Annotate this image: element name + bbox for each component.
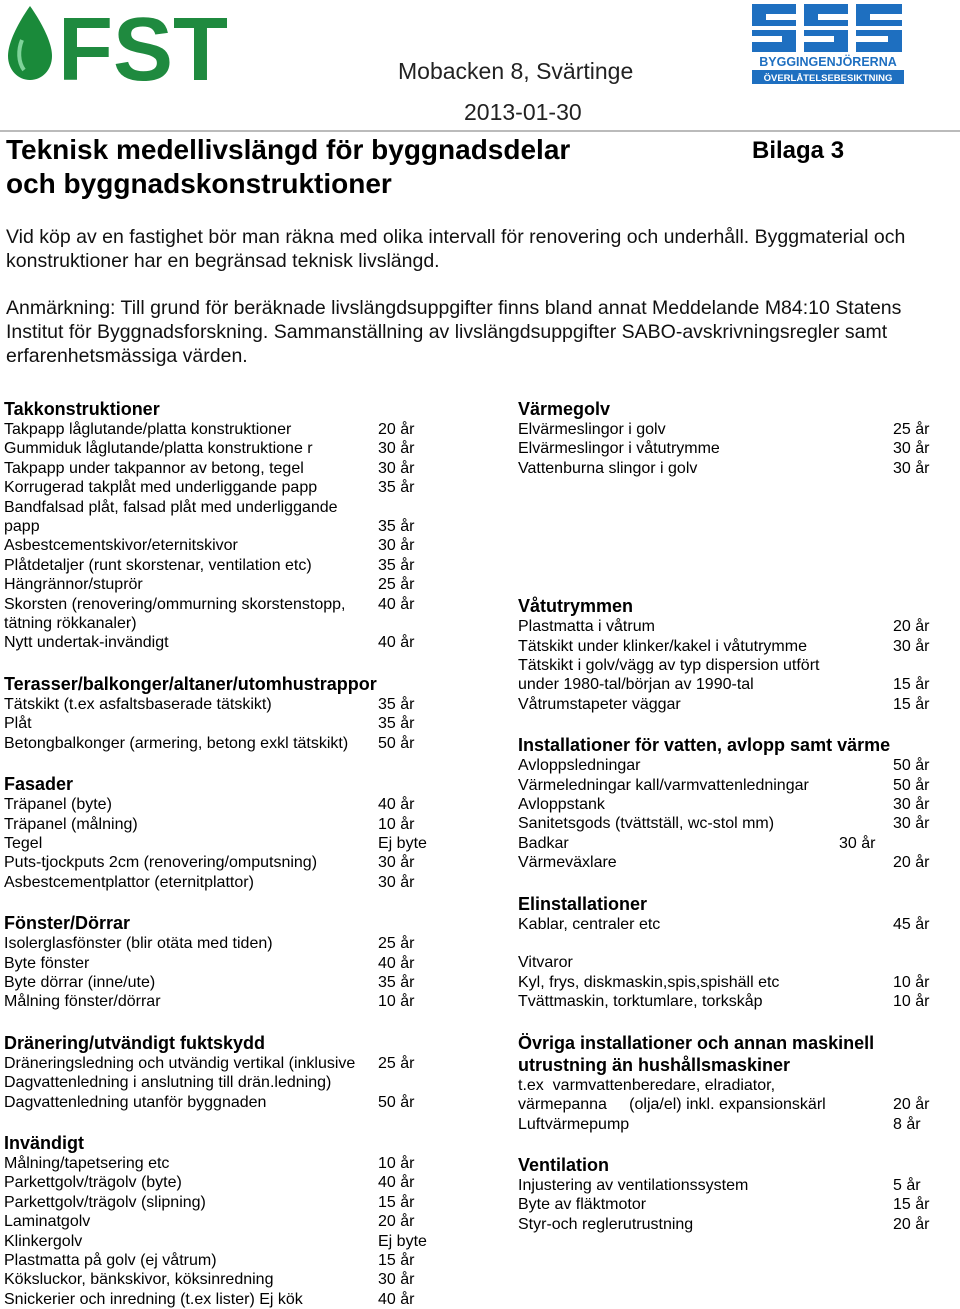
list-item: Avloppsledningar 50 år [518,757,930,775]
list-item: Dagvattenledning utanför byggnaden 50 år [4,1093,415,1111]
section-heading: Elinstallationer [518,893,648,914]
property-address: Mobacken 8, Svärtinge [398,58,634,84]
list-item: Sanitetsgods (tvättställ, wc-stol mm) 30 år [518,815,930,833]
list-item: Byte fönster 40 år [4,954,415,972]
list-item: Våtrumstapeter väggar 15 år [518,695,930,713]
list-item: Parkettgolv/trägolv (byte) 40 år [4,1174,415,1192]
section-heading-line-2: utrustning än hushållsmaskiner [518,1054,791,1075]
list-item: Skorsten (renovering/ommurning skorstenstopp, 40 år [4,595,415,613]
list-item: Värmeväxlare 20 år [518,854,930,872]
list-item: Målning/tapetsering etc 10 år [4,1154,415,1172]
section-heading: Dränering/utvändigt fuktskydd [4,1032,266,1053]
list-item: Asbestcementskivor/eternitskivor 30 år [4,537,415,555]
list-item: Puts-tjockputs 2cm (renovering/omputsning) 30 år [4,854,415,872]
list-item: Dräneringsledning och utvändig vertikal (inklusive 25 år [4,1054,415,1072]
section-heading: Terasser/balkonger/altaner/utomhustrappor [4,673,377,694]
list-item: under 1980-tal/början av 1990-tal 15 år [518,676,930,694]
left-column [4,398,444,1309]
list-item: Laminatgolv 20 år [4,1213,415,1231]
page-title [6,133,726,201]
list-item: Plåt 35 år [4,715,415,733]
list-item: Elvärmeslingor i våtutrymme 30 år [518,440,930,458]
list-item: Takpapp låglutande/platta konstruktioner 20 år [4,421,415,438]
list-item: Målning fönster/dörrar 10 år [4,993,415,1011]
list-item: Dagvattenledning i anslutning till drän.ledning) [4,1074,332,1092]
list-item: Värmeledningar kall/varmvattenledningar 50 år [518,776,930,794]
list-item: Takpapp under takpannor av betong, tegel 30 år [4,459,415,477]
page-title-line-1: Teknisk medellivslängd för byggnadsdelar [6,134,571,165]
list-item: Injustering av ventilationssystem 5 år [518,1176,921,1194]
fst-logo-text: FST [58,0,228,92]
list-item: Gummiduk låglutande/platta konstruktione r 30 år [4,440,415,458]
list-item: papp 35 år [4,518,415,536]
right-column [518,398,938,1234]
list-item: Tätskikt i golv/vägg av typ dispersion utfört [518,657,820,675]
section-heading: Fasader [4,774,74,795]
list-item: Luftvärmepump 8 år [518,1115,921,1133]
list-item: Avloppstank 30 år [518,796,930,814]
list-item: Träpanel (målning) 10 år [4,815,415,833]
list-item: Betongbalkonger (armering, betong exkl tätskikt) 50 år [4,734,415,752]
section-heading: Våtutrymmen [518,596,634,617]
appendix-label: Bilaga 3 [752,137,845,164]
list-item: Parkettgolv/trägolv (slipning) 15 år [4,1193,415,1211]
section-heading: Invändigt [4,1132,84,1153]
report-date: 2013-01-30 [464,99,582,125]
list-item: Byte dörrar (inne/ute) 35 år [4,973,415,991]
list-item [518,934,938,953]
list-item: Tätskikt under klinker/kakel i våtutrymme 30 år [518,637,930,655]
header-divider [0,130,960,132]
list-item: Snickerier och inredning (t.ex lister) Ej kök 40 år [4,1290,415,1308]
page-title-line-2: och byggnadskonstruktioner [6,168,392,199]
drop-icon [8,6,52,80]
list-item: värmepanna (olja/el) inkl. expansionskärl 20 år [518,1096,930,1114]
list-item: Köksluckor, bänkskivor, köksinredning 30 år [4,1271,415,1289]
list-item: Klinkergolv Ej byte [4,1232,427,1250]
list-item: Badkar 30 år [518,834,876,852]
list-item: Bandfalsad plåt, falsad plåt med underliggande [4,498,338,516]
fst-logo [0,0,280,92]
list-item: tätning rökkanaler) [4,615,137,633]
list-item: Asbestcementplattor (eternitplattor) 30 år [4,873,415,891]
svg-text:ÖVERLÅTELSEBESIKTNING: ÖVERLÅTELSEBESIKTNING [763,73,893,84]
section-heading: Fönster/Dörrar [4,913,131,934]
list-item: Plastmatta på golv (ej våtrum) 15 år [4,1252,415,1269]
list-item: Hängrännor/stuprör 25 år [4,576,415,594]
list-item: Isolerglasfönster (blir otäta med tiden) 25 år [4,935,415,953]
section-heading: Värmegolv [518,399,611,419]
svg-text:BYGGINGENJÖRERNA: BYGGINGENJÖRERNA [759,55,897,69]
list-item: Korrugerad takplåt med underliggande papp 35 år [4,479,415,497]
section-heading: Ventilation [518,1154,610,1175]
list-item: Tvättmaskin, torktumlare, torkskåp 10 år [518,993,930,1011]
note-paragraph: Anmärkning: Till grund för beräknade livslängdsuppgifter finns bland annat Meddelande M84:10 Statens Institut för Byggnadsforskning. Sammanställning av livslängdsuppgifter SABO-avskrivningsregler samt erfarenhetsmässiga värden. [6,297,902,367]
list-item: Styr-och reglerutrustning 20 år [518,1215,930,1233]
list-item: Byte av fläktmotor 15 år [518,1196,930,1214]
list-item: Vattenburna slingor i golv 30 år [518,459,930,477]
list-item: t.ex varmvattenberedare, elradiator, [518,1076,776,1094]
list-item: Kyl, frys, diskmaskin,spis,spishäll etc 10 år [518,973,930,991]
list-item: Tegel Ej byte [4,834,427,852]
list-item: Tätskikt (t.ex asfaltsbaserade tätskikt) 35 år [4,695,415,713]
list-item: Plastmatta i våtrum 20 år [518,618,930,636]
section-heading: Takkonstruktioner [4,399,160,419]
section-heading: Övriga installationer och annan maskinell [518,1032,875,1053]
list-item: Plåtdetaljer (runt skorstenar, ventilation etc) 35 år [4,556,415,574]
list-item: Vitvaror [518,954,573,972]
list-item: Träpanel (byte) 40 år [4,796,415,814]
list-item: Elvärmeslingor i golv 25 år [518,421,930,438]
list-item: Nytt undertak-invändigt 40 år [4,634,415,652]
section-heading: Installationer för vatten, avlopp samt värme [518,735,891,756]
list-item: Kablar, centraler etc 45 år [518,915,930,933]
byggingenjorerna-logo [752,4,904,86]
intro-paragraph: Vid köp av en fastighet bör man räkna med olika intervall för renovering och underhåll. Byggmaterial och konstruktioner har en begränsad teknisk livslängd. [6,226,906,272]
